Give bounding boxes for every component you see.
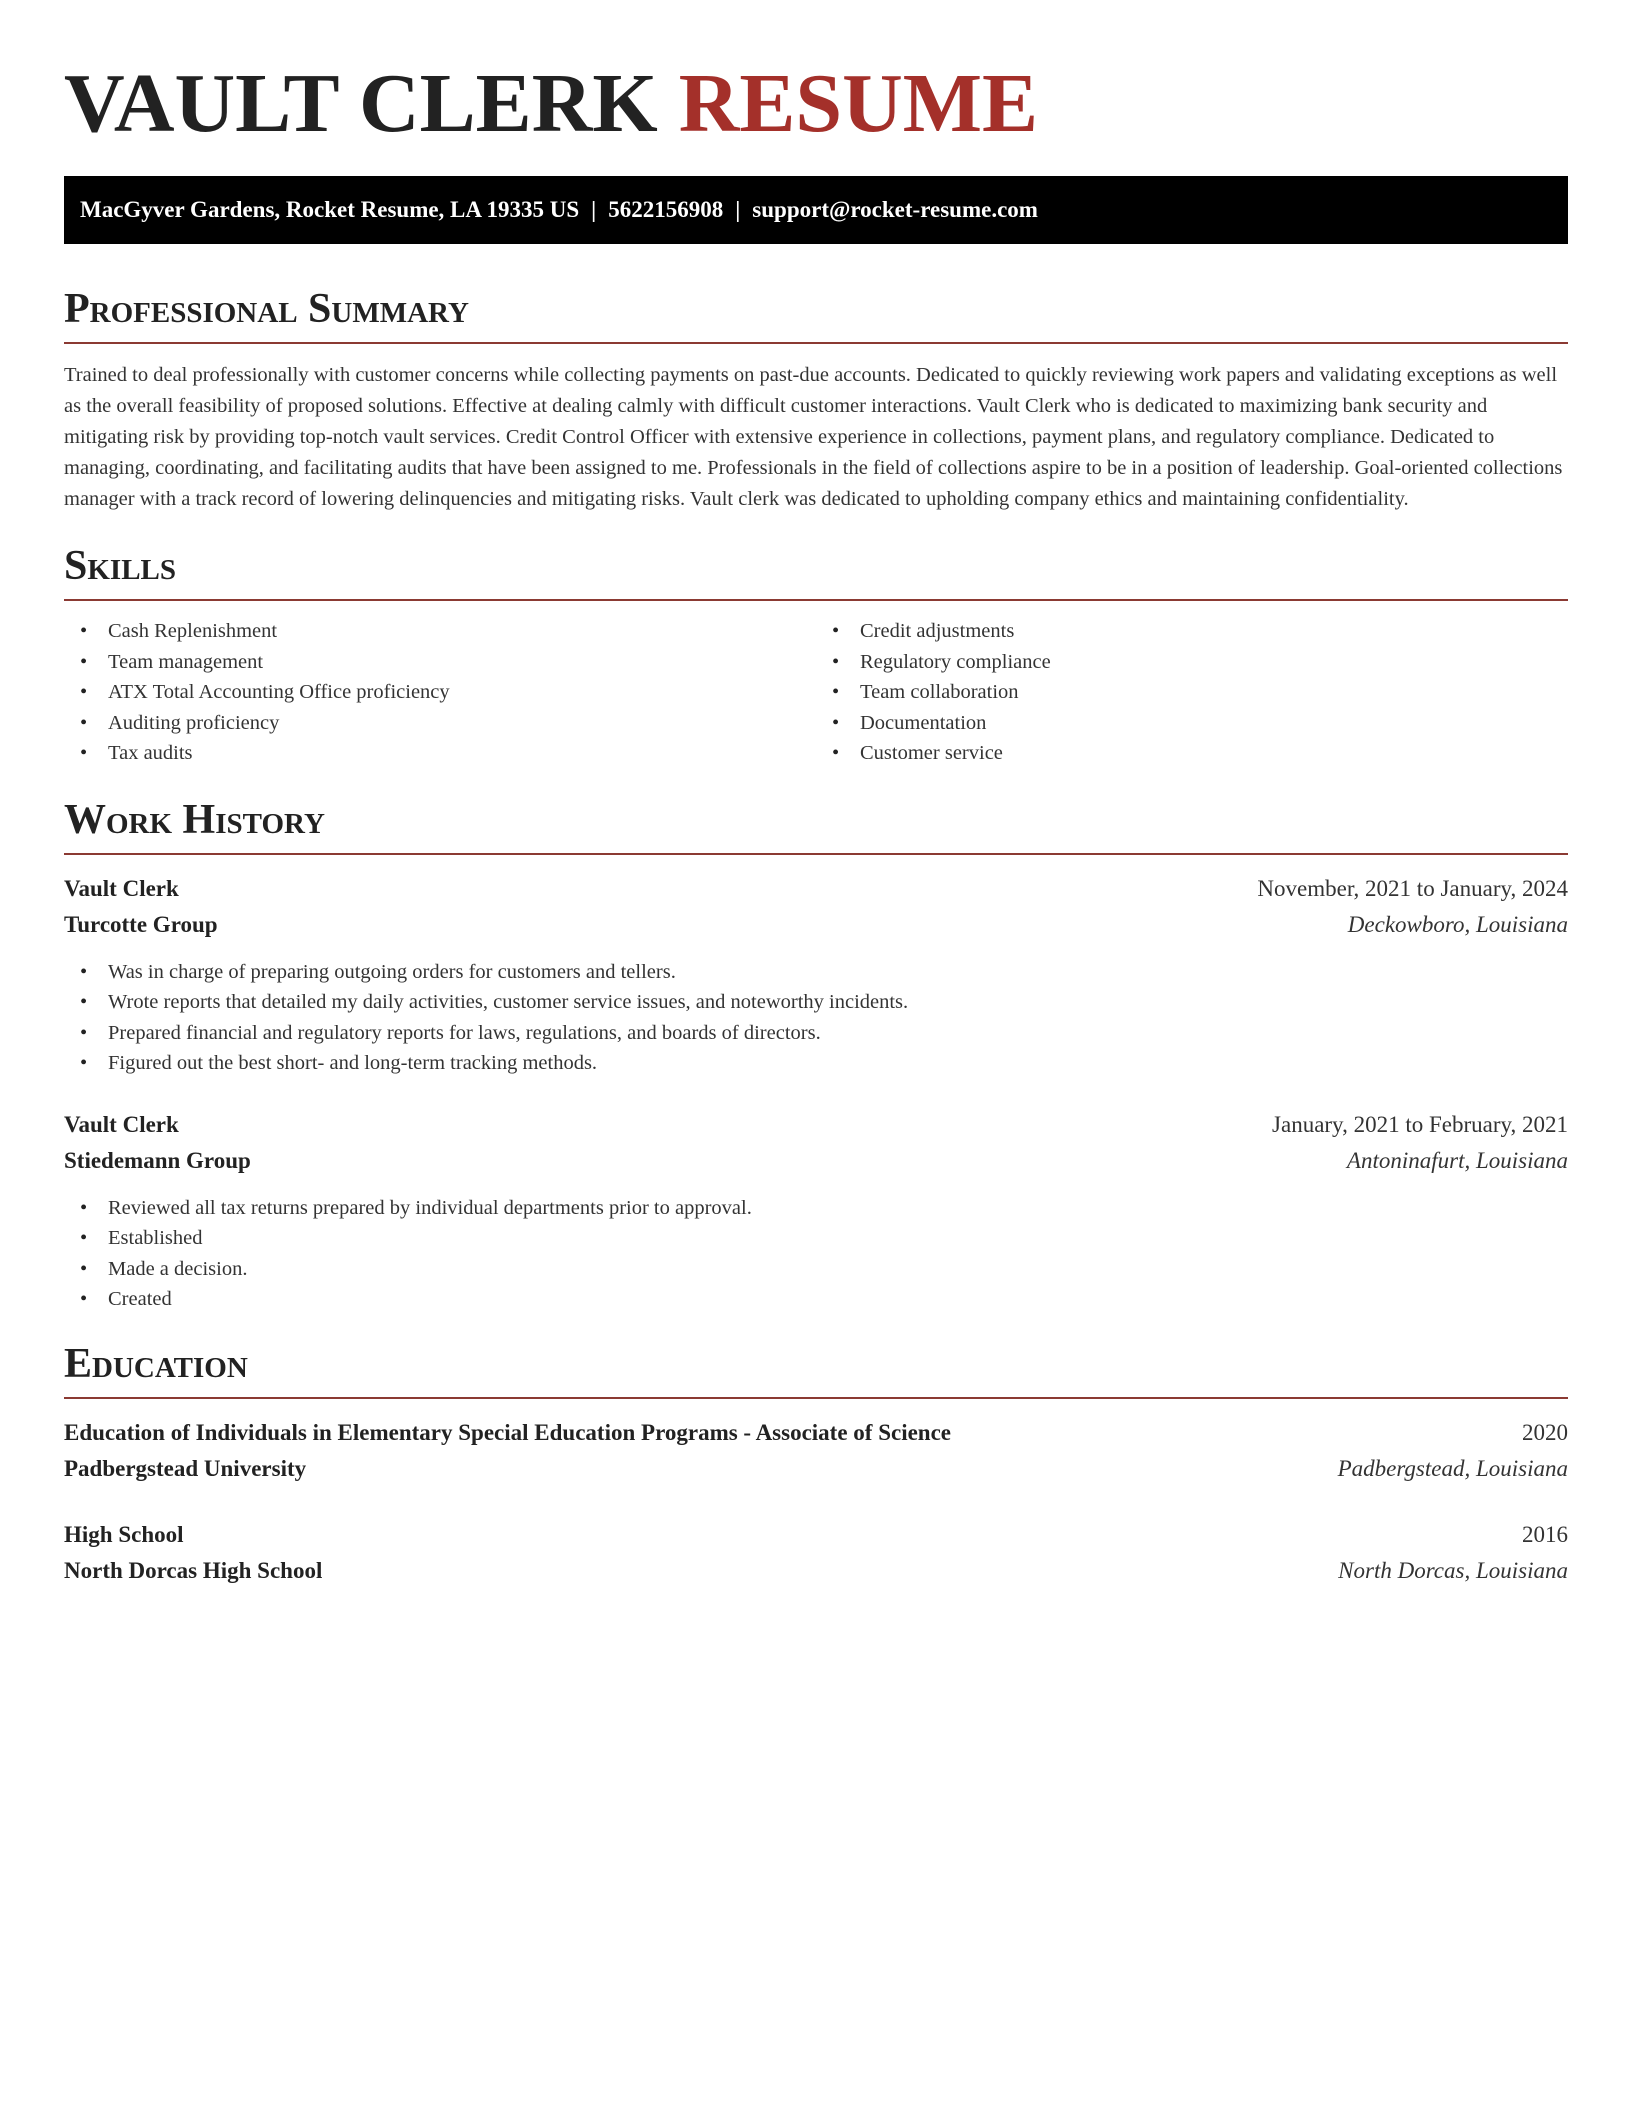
education-degree: Education of Individuals in Elementary Special Education Programs - Associate of Science — [64, 1419, 952, 1445]
education-location: North Dorcas, Louisiana — [1338, 1557, 1568, 1583]
education-year: 2016 — [1522, 1521, 1568, 1547]
job-duty: • Reviewed all tax returns prepared by individual departments prior to approval. — [108, 1193, 1568, 1224]
job-duty: • Made a decision. — [108, 1254, 1568, 1285]
title-part-1: VAULT CLERK — [64, 57, 658, 150]
job-duty: • Was in charge of preparing outgoing orders for customers and tellers. — [108, 957, 1568, 988]
education-degree-row — [64, 1415, 1568, 1451]
skill-item: • ATX Total Accounting Office proficiency — [108, 677, 816, 708]
education-school: Padbergstead University — [64, 1455, 307, 1481]
education-entry — [64, 1517, 1568, 1589]
skill-item: • Customer service — [860, 738, 1568, 769]
education-school-row — [64, 1553, 1568, 1589]
job-duty: • Established — [108, 1223, 1568, 1254]
job-duty: • Created — [108, 1284, 1568, 1315]
education-degree-row — [64, 1517, 1568, 1553]
job-location: Antoninafurt, Louisiana — [1346, 1147, 1568, 1173]
job-title-row — [64, 871, 1568, 907]
education-degree: High School — [64, 1521, 184, 1547]
skills-column-right — [816, 616, 1568, 769]
skill-item: • Auditing proficiency — [108, 708, 816, 739]
skills-list — [64, 616, 1568, 769]
skill-item: • Tax audits — [108, 738, 816, 769]
job-duty: • Prepared financial and regulatory reports for laws, regulations, and boards of directors. — [108, 1018, 1568, 1049]
skill-item: • Team management — [108, 647, 816, 678]
job-dates: November, 2021 to January, 2024 — [1257, 875, 1568, 901]
contact-separator: | — [735, 197, 741, 222]
job-duties — [64, 957, 1568, 1079]
contact-bar — [64, 176, 1568, 244]
education-location: Padbergstead, Louisiana — [1337, 1455, 1568, 1481]
contact-email[interactable]: support@rocket-resume.com — [752, 197, 1038, 222]
contact-phone[interactable]: 5622156908 — [608, 197, 724, 222]
job-location: Deckowboro, Louisiana — [1347, 911, 1568, 937]
skills-column-left — [64, 616, 816, 769]
job-entry — [64, 1107, 1568, 1315]
job-title-row — [64, 1107, 1568, 1143]
skill-item: • Cash Replenishment — [108, 616, 816, 647]
job-company-row — [64, 907, 1568, 943]
education-school: North Dorcas High School — [64, 1557, 323, 1583]
education-year: 2020 — [1522, 1419, 1568, 1445]
contact-address: MacGyver Gardens, Rocket Resume, LA 19335 US — [80, 197, 580, 222]
summary-heading: Professional Summary — [64, 284, 1568, 344]
job-title: Vault Clerk — [64, 875, 179, 901]
skills-heading: Skills — [64, 541, 1568, 601]
title-part-2: RESUME — [678, 57, 1039, 150]
job-duty: • Wrote reports that detailed my daily activities, customer service issues, and noteworthy incidents. — [108, 987, 1568, 1018]
job-dates: January, 2021 to February, 2021 — [1272, 1111, 1568, 1137]
education-school-row — [64, 1451, 1568, 1487]
job-entry — [64, 871, 1568, 1079]
summary-text: Trained to deal professionally with customer concerns while collecting payments on past-due accounts. Dedicated to quickly reviewing work papers and validating exceptions as well as the overall feasibility of proposed solutions. Effective at dealing calmly with difficult customer interactions. Vault Clerk who is dedicated to maximizing bank security and mitigating risk by providing top-notch vault services. Credit Control Officer with extensive experience in collections, payment plans, and regulatory compliance. Dedicated to managing, coordinating, and facilitating audits that have been assigned to me. Professionals in the field of collections aspire to be in a position of leadership. Goal-oriented collections manager with a track record of lowering delinquencies and mitigating risks. Vault clerk was dedicated to upholding company ethics and maintaining confidentiality. — [64, 364, 1563, 510]
resume-page — [64, 0, 1568, 1589]
skill-item: • Documentation — [860, 708, 1568, 739]
job-title: Vault Clerk — [64, 1111, 179, 1137]
job-duty: • Figured out the best short- and long-term tracking methods. — [108, 1048, 1568, 1079]
work-history-heading: Work History — [64, 795, 1568, 855]
job-company: Stiedemann Group — [64, 1147, 251, 1173]
education-entry — [64, 1415, 1568, 1487]
resume-title — [64, 56, 1568, 152]
job-company: Turcotte Group — [64, 911, 218, 937]
job-duties — [64, 1193, 1568, 1315]
education-heading: Education — [64, 1339, 1568, 1399]
skill-item: • Regulatory compliance — [860, 647, 1568, 678]
skill-item: • Credit adjustments — [860, 616, 1568, 647]
skill-item: • Team collaboration — [860, 677, 1568, 708]
contact-separator: | — [591, 197, 597, 222]
job-company-row — [64, 1143, 1568, 1179]
